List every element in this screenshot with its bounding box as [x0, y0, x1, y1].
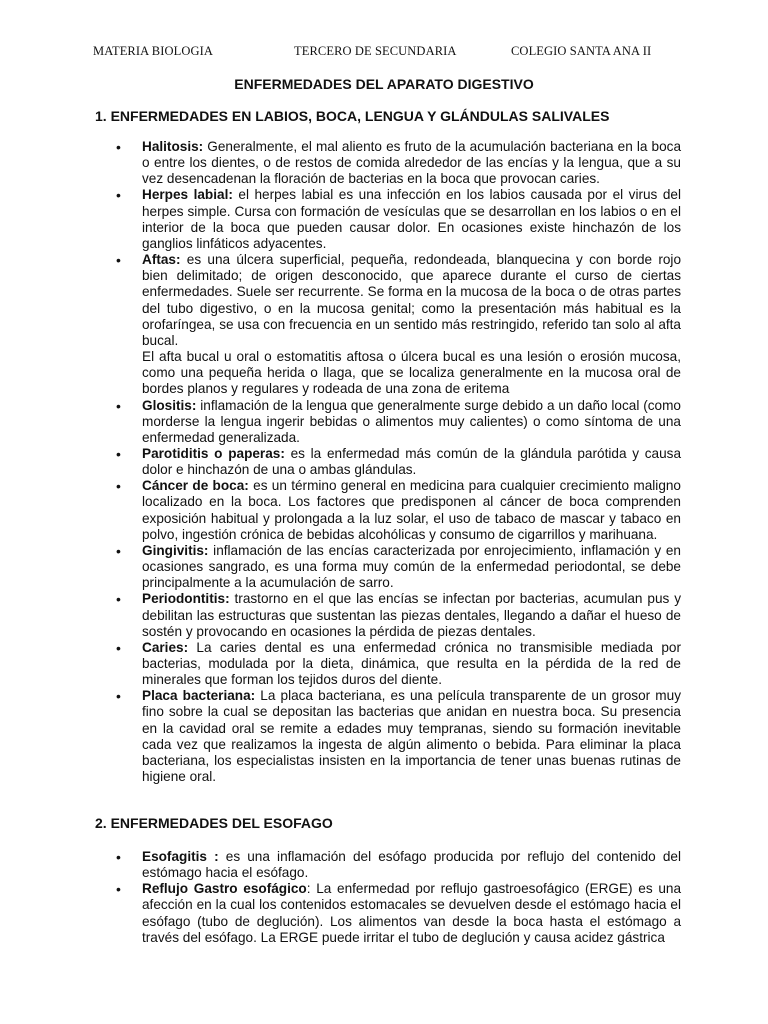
document-title: ENFERMEDADES DEL APARATO DIGESTIVO	[234, 76, 534, 92]
page-header	[0, 44, 768, 60]
term-description: inflamación de la lengua que generalmente surge debido a un daño local (como morderse la lengua ingerir bebidas o alimentos muy calientes) o como síntoma de una enfermedad generalizada.	[142, 397, 681, 445]
term-description: es una úlcera superficial, pequeña, redondeada, blanquecina y con borde rojo bien delimitado; de origen desconocido, que aparece durante el curso de ciertas enfermedades. Suele ser recurrente. Se forma en la mucosa de la boca o de otras partes del tubo digestivo, o en la mucosa genital; como la presentación más habitual es la orofaríngea, se usa con frecuencia en un sentido más restringido, referido tan solo al afta bucal.	[142, 252, 681, 348]
list-item-caries	[142, 640, 681, 688]
term-label: Gingivitis:	[142, 542, 209, 558]
header-school: COLEGIO SANTA ANA II	[511, 44, 652, 58]
term-label: Reflujo Gastro esofágico	[142, 881, 307, 897]
list-item-herpes-labial	[142, 187, 681, 252]
term-description: Generalmente, el mal aliento es fruto de la acumulación bacteriana en la boca o entre los dientes, o de restos de comida alrededor de las encías y la lengua, que a su vez desencadenan la floración de bacterias en la boca que provocan caries.	[142, 139, 681, 187]
term-label: Halitosis:	[142, 139, 204, 154]
mouth-diseases-list	[142, 139, 681, 785]
esophagus-diseases-list	[142, 849, 681, 946]
term-label: Caries:	[142, 639, 189, 655]
list-item-reflujo	[142, 881, 681, 946]
term-label: Periodontitis:	[142, 591, 230, 607]
list-item-placa-bacteriana	[142, 688, 681, 785]
list-item-aftas	[142, 252, 681, 397]
section-heading-mouth: 1. ENFERMEDADES EN LABIOS, BOCA, LENGUA Y GLÁNDULAS SALIVALES	[95, 108, 610, 124]
term-description: La placa bacteriana, es una película transparente de un grosor muy fino sobre la cual se depositan las bacterias que anidan en nuestra boca. Su presencia en la cavidad oral se remite a edades muy tempranas, siendo su formación inevitable cada vez que realizamos la ingesta de algún alimento o bebida. Para eliminar la placa bacteriana, los especialistas insisten en la importancia de tener unas buenas rutinas de higiene oral.	[142, 688, 681, 785]
list-item-glositis	[142, 398, 681, 446]
term-label: Herpes labial:	[142, 187, 233, 203]
list-item-halitosis	[142, 139, 681, 187]
term-label: Aftas:	[142, 252, 181, 268]
term-description: es un término general en medicina para cualquier crecimiento maligno localizado en la boca. Los factores que predisponen al cáncer de boca comprenden exposición habitual y prolongada a la luz solar, el uso de tabaco de mascar y tabaco en polvo, ingestión crónica de bebidas alcohólicas y consumo de cigarrillos y marihuana.	[142, 478, 681, 542]
term-label: Cáncer de boca:	[142, 478, 249, 494]
term-label: Esofagitis :	[142, 849, 219, 864]
term-label: Placa bacteriana:	[142, 688, 256, 704]
list-item-esofagitis	[142, 849, 681, 881]
term-description: La caries dental es una enfermedad crónica no transmisible mediada por bacterias, modulada por la dieta, dinámica, que resulta en la pérdida de la red de minerales que forman los tejidos duros del diente.	[142, 639, 681, 688]
term-label: Parotiditis o paperas:	[142, 445, 285, 461]
list-item-cancer-de-boca	[142, 478, 681, 543]
term-description: el herpes labial es una infección en los labios causada por el virus del herpes simple. Cursa con formación de vesículas que se desarrollan en los labios o en el interior de la boca que pueden causar dolor. En ocasiones existe hinchazón de los ganglios linfáticos adyacentes.	[142, 187, 681, 251]
header-grade: TERCERO DE SECUNDARIA	[294, 44, 457, 58]
term-description: trastorno en el que las encías se infectan por bacterias, acumulan pus y debilitan las estructuras que sustentan las piezas dentales, llegando a dañar el hueso de sostén y provocando en ocasiones la pérdida de piezas dentales.	[142, 591, 681, 639]
section-heading-esophagus: 2. ENFERMEDADES DEL ESOFAGO	[95, 815, 333, 831]
term-description: : La enfermedad por reflujo gastroesofágico (ERGE) es una afección en la cual los contenidos estomacales se devuelven desde el estómago hacia el esófago (tubo de deglución). Los alimentos van desde la boca hasta el estómago a través del esófago. La ERGE puede irritar el tubo de deglución y causa acidez gástrica	[142, 881, 682, 945]
list-item-gingivitis	[142, 543, 681, 591]
header-subject: MATERIA BIOLOGIA	[93, 44, 213, 58]
term-description: es una inflamación del esófago producida por reflujo del contenido del estómago hacia el esófago.	[142, 849, 682, 881]
term-description-extra: El afta bucal u oral o estomatitis aftosa o úlcera bucal es una lesión o erosión mucosa, como una pequeña herida o llaga, que se localiza generalmente en la mucosa oral de bordes planos y regulares y rodeada de una zona de eritema	[142, 349, 681, 397]
term-description: inflamación de las encías caracterizada por enrojecimiento, inflamación y en ocasiones sangrado, es una forma muy común de la enfermedad periodontal, se debe principalmente a la acumulación de sarro.	[142, 542, 681, 591]
term-label: Glositis:	[142, 397, 197, 413]
term-description: es la enfermedad más común de la glándula parótida y causa dolor e hinchazón de una o ambas glándulas.	[142, 445, 681, 478]
list-item-periodontitis	[142, 591, 681, 639]
list-item-parotiditis	[142, 446, 681, 478]
